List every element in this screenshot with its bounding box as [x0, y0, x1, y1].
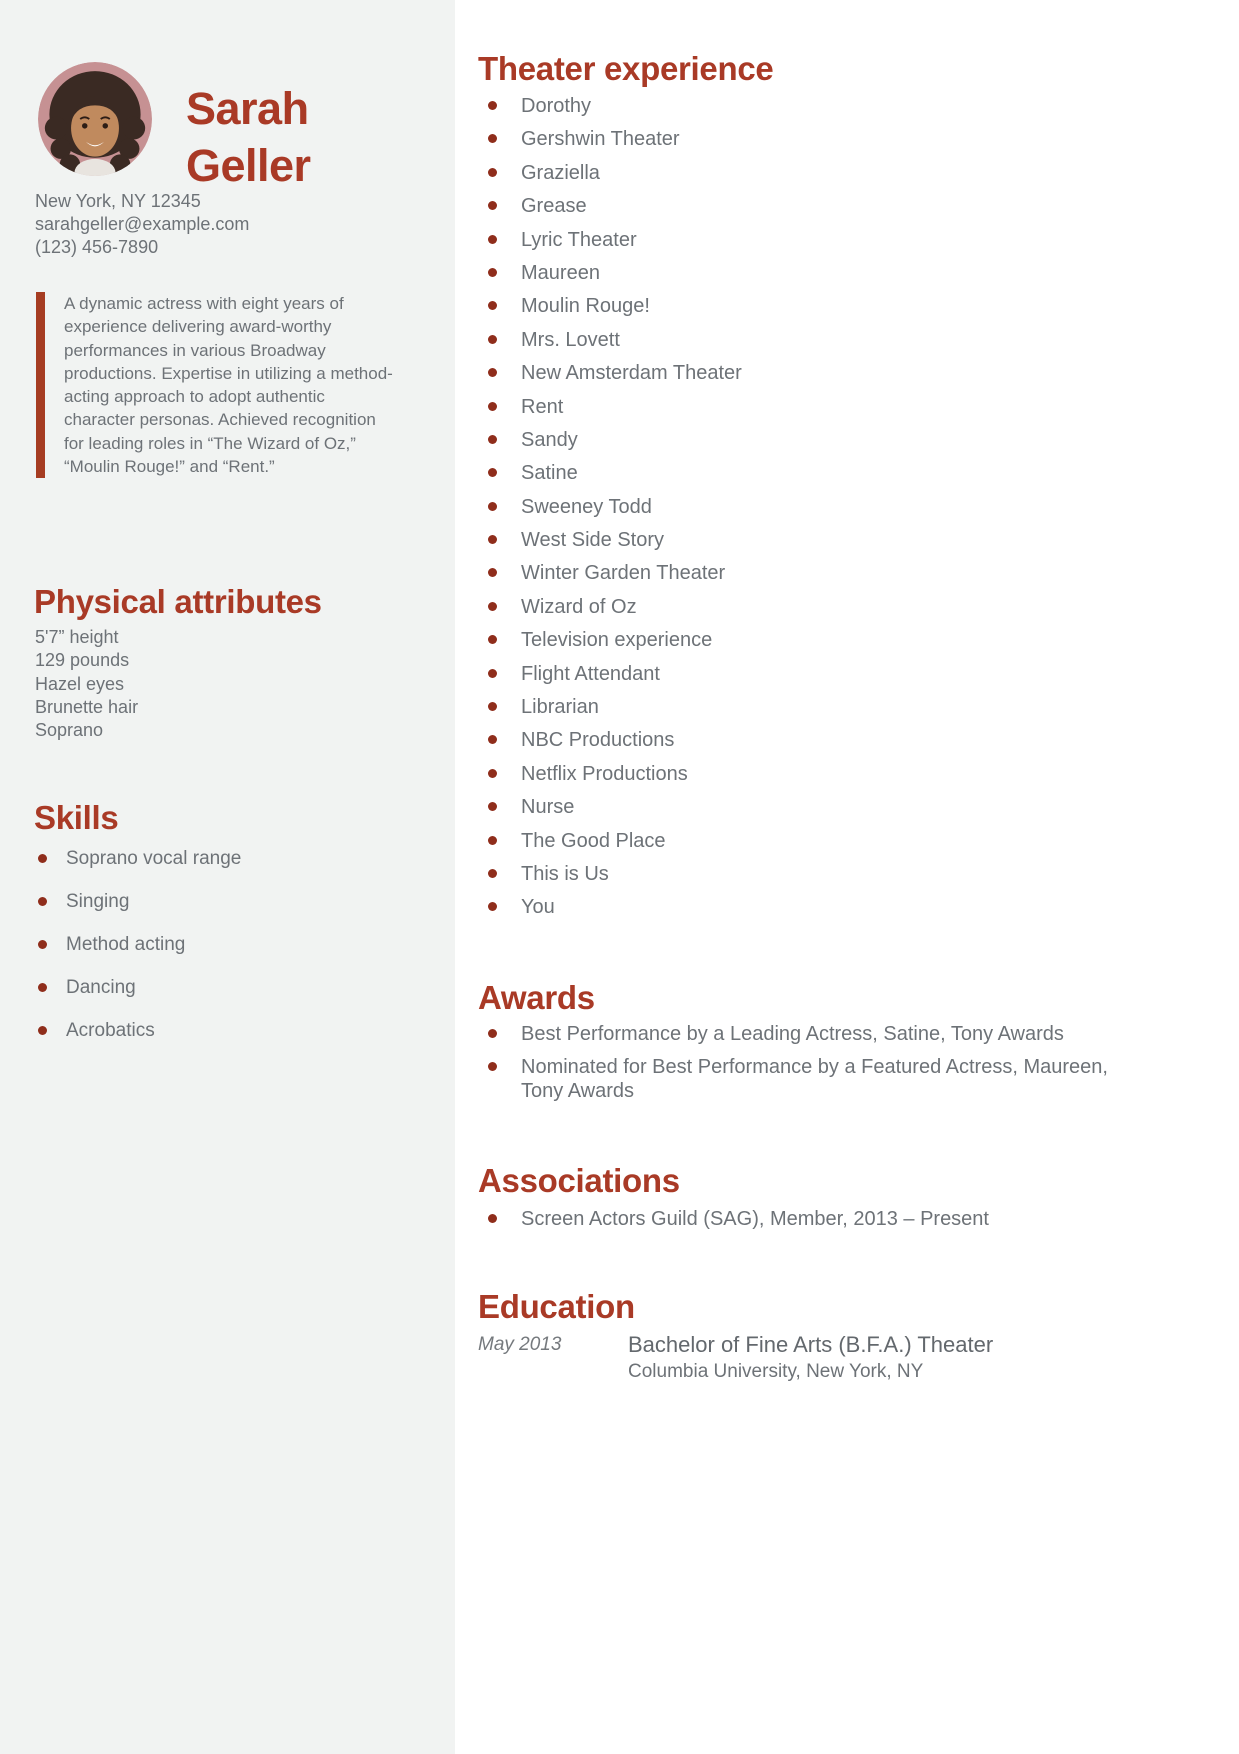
attribute-item: Brunette hair	[35, 696, 139, 717]
education-school: Columbia University, New York, NY	[628, 1361, 924, 1382]
section-title-theater-experience: Theater experience	[478, 50, 774, 88]
bullet-icon	[488, 769, 497, 778]
attribute-item: 5'7” height	[35, 627, 119, 647]
experience-item: Graziella	[478, 161, 1133, 185]
bullet-icon	[488, 368, 497, 377]
bullet-icon	[488, 669, 497, 678]
attribute-item: Hazel eyes	[35, 673, 125, 694]
contact-location: New York, NY 12345	[35, 191, 201, 211]
bullet-icon	[488, 1062, 497, 1071]
contact-phone: (123) 456-7890	[35, 237, 159, 257]
experience-item: Lyric Theater	[478, 228, 1133, 252]
bullet-icon	[38, 854, 47, 863]
section-title-associations: Associations	[478, 1162, 680, 1200]
attribute-item: 129 pounds	[35, 650, 130, 671]
section-title-skills: Skills	[34, 799, 119, 837]
bullet-icon	[488, 235, 497, 244]
physical-attributes-list	[35, 626, 138, 742]
section-title-awards: Awards	[478, 979, 595, 1017]
bullet-icon	[38, 983, 47, 992]
experience-item: Sweeney Todd	[478, 495, 1133, 519]
profile-photo	[38, 62, 152, 176]
bullet-icon	[488, 802, 497, 811]
bullet-icon	[488, 134, 497, 143]
bullet-icon	[488, 101, 497, 110]
experience-item: Flight Attendant	[478, 662, 1133, 686]
experience-item: Moulin Rouge!	[478, 294, 1133, 318]
skills-list	[34, 846, 241, 1061]
skill-item: Dancing	[34, 975, 241, 1000]
bullet-icon	[488, 836, 497, 845]
award-item: Nominated for Best Performance by a Featured Actress, Maureen, Tony Awards	[478, 1055, 1133, 1103]
experience-item: West Side Story	[478, 528, 1133, 552]
bullet-icon	[488, 402, 497, 411]
first-name: Sarah	[186, 83, 309, 135]
experience-item: Nurse	[478, 795, 1133, 819]
experience-item: Mrs. Lovett	[478, 328, 1133, 352]
section-title-education: Education	[478, 1288, 635, 1326]
bullet-icon	[38, 940, 47, 949]
experience-item: Librarian	[478, 695, 1133, 719]
experience-item: Wizard of Oz	[478, 595, 1133, 619]
bullet-icon	[488, 1029, 497, 1038]
bullet-icon	[488, 268, 497, 277]
bullet-icon	[488, 535, 497, 544]
candidate-name	[186, 80, 311, 194]
contact-email: sarahgeller@example.com	[35, 214, 250, 234]
experience-item: Winter Garden Theater	[478, 561, 1133, 585]
bullet-icon	[38, 1026, 47, 1035]
experience-item: Maureen	[478, 261, 1133, 285]
experience-item: Sandy	[478, 428, 1133, 452]
bullet-icon	[488, 735, 497, 744]
education-details	[628, 1331, 1188, 1384]
experience-item: NBC Productions	[478, 728, 1133, 752]
bullet-icon	[488, 201, 497, 210]
experience-item: Gershwin Theater	[478, 127, 1133, 151]
education-date: May 2013	[478, 1334, 562, 1355]
bullet-icon	[488, 902, 497, 911]
experience-item: The Good Place	[478, 829, 1133, 853]
experience-item: Dorothy	[478, 94, 1133, 118]
contact-block	[35, 190, 249, 259]
last-name: Geller	[186, 140, 311, 192]
bullet-icon	[488, 702, 497, 711]
education-degree: Bachelor of Fine Arts (B.F.A.) Theater	[628, 1332, 994, 1357]
skill-item: Acrobatics	[34, 1018, 241, 1043]
experience-item: Satine	[478, 461, 1133, 485]
skill-item: Singing	[34, 889, 241, 914]
theater-experience-list	[478, 94, 1133, 929]
bullet-icon	[488, 568, 497, 577]
headshot-illustration	[38, 62, 152, 176]
associations-list	[478, 1207, 1133, 1240]
experience-item: Grease	[478, 194, 1133, 218]
bullet-icon	[488, 502, 497, 511]
bullet-icon	[38, 897, 47, 906]
experience-item: You	[478, 895, 1133, 919]
professional-summary: A dynamic actress with eight years of experience delivering award-worthy performances in various Broadway productions. Expertise in utilizing a method-acting approach to adopt authentic character personas. Achieved recognition for leading roles in “The Wizard of Oz,” “Moulin Rouge!” and “Rent.”	[36, 292, 396, 478]
experience-item: Rent	[478, 395, 1133, 419]
bullet-icon	[488, 869, 497, 878]
experience-item: This is Us	[478, 862, 1133, 886]
awards-list	[478, 1022, 1133, 1113]
experience-item: New Amsterdam Theater	[478, 361, 1133, 385]
skill-item: Soprano vocal range	[34, 846, 241, 871]
association-item: Screen Actors Guild (SAG), Member, 2013 – Present	[478, 1207, 1133, 1231]
bullet-icon	[488, 301, 497, 310]
bullet-icon	[488, 435, 497, 444]
sidebar	[0, 0, 455, 1754]
award-item: Best Performance by a Leading Actress, Satine, Tony Awards	[478, 1022, 1133, 1046]
attribute-item: Soprano	[35, 720, 104, 741]
bullet-icon	[488, 468, 497, 477]
experience-item: Netflix Productions	[478, 762, 1133, 786]
bullet-icon	[488, 602, 497, 611]
section-title-physical-attributes: Physical attributes	[34, 583, 322, 621]
bullet-icon	[488, 1214, 497, 1223]
bullet-icon	[488, 335, 497, 344]
skill-item: Method acting	[34, 932, 241, 957]
bullet-icon	[488, 168, 497, 177]
experience-item: Television experience	[478, 628, 1133, 652]
bullet-icon	[488, 635, 497, 644]
